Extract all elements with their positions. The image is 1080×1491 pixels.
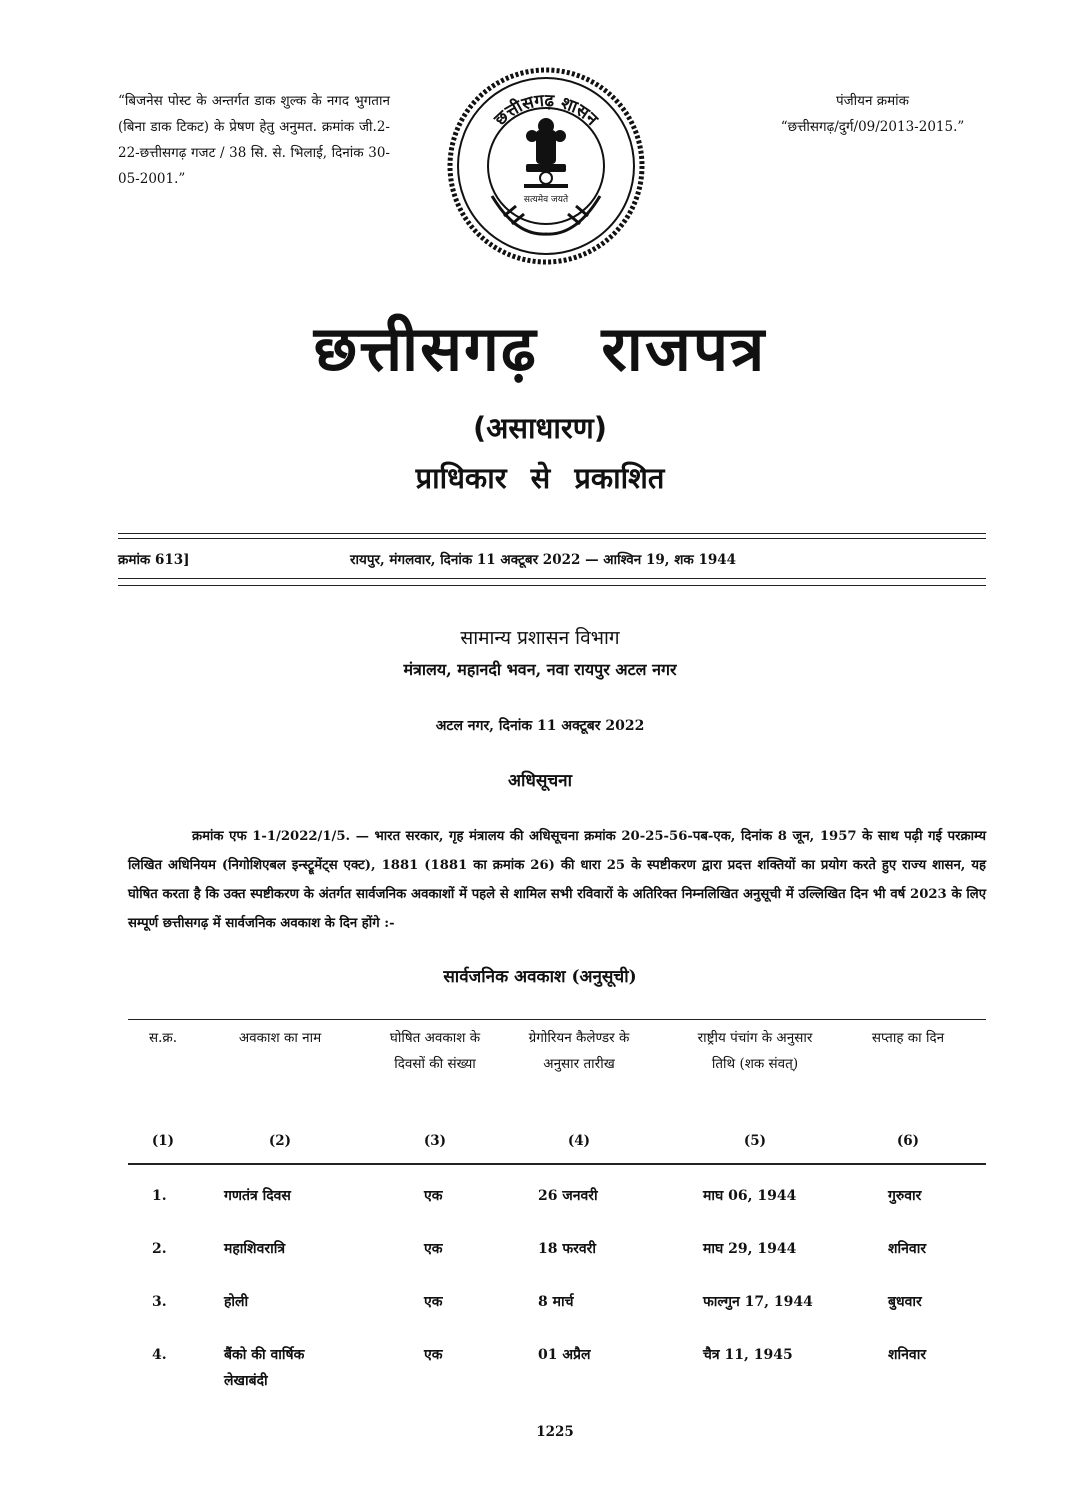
table-title: सार्वजनिक अवकाश (अनुसूची) xyxy=(443,967,637,987)
header-days-count: घोषित अवकाश के दिवसों की संख्या xyxy=(389,1030,481,1072)
row-serial: 3. xyxy=(152,1294,167,1310)
header-saka-date: राष्ट्रीय पंचांग के अनुसार तिथि (शक संवत्) xyxy=(697,1030,813,1072)
registration-number: “छत्तीसगढ़/दुर्ग/09/2013-2015.” xyxy=(780,119,965,135)
col-number: (6) xyxy=(896,1133,920,1149)
divider xyxy=(118,533,986,534)
row-gregorian-date: 18 फरवरी xyxy=(538,1241,597,1257)
row-holiday-name: होली xyxy=(224,1294,249,1310)
issue-date-line: रायपुर, मंगलवार, दिनांक 11 अक्टूबर 2022 — आश्विन 19, शक 1944 xyxy=(350,552,737,568)
row-saka-date: चैत्र 11, 1945 xyxy=(703,1347,793,1363)
department-address: मंत्रालय, महानदी भवन, नवा रायपुर अटल नगर xyxy=(403,660,677,679)
header-holiday-name: अवकाश का नाम xyxy=(238,1030,322,1046)
gazette-title: छत्तीसगढ़ राजपत्र xyxy=(313,312,767,385)
department-name: सामान्य प्रशासन विभाग xyxy=(460,627,620,649)
col-number: (2) xyxy=(268,1133,292,1149)
row-days-count: एक xyxy=(424,1241,443,1257)
row-holiday-name: गणतंत्र दिवस xyxy=(224,1188,291,1204)
row-saka-date: माघ 06, 1944 xyxy=(703,1188,797,1204)
header-weekday: सप्ताह का दिन xyxy=(871,1030,945,1046)
seal-title: छत्तीसगढ़ शासन xyxy=(490,90,602,130)
col-number: (3) xyxy=(423,1133,447,1149)
registration-block xyxy=(745,88,1000,140)
row-holiday-name: महाशिवरात्रि xyxy=(224,1241,286,1257)
issue-number: क्रमांक 613] xyxy=(118,552,190,568)
seal-motto: सत्यमेव जयते xyxy=(523,195,569,205)
table-header-rule xyxy=(128,1163,986,1165)
row-days-count: एक xyxy=(424,1294,443,1310)
row-weekday: बुधवार xyxy=(888,1294,922,1310)
header-serial: स.क्र. xyxy=(148,1030,178,1046)
row-gregorian-date: 8 मार्च xyxy=(538,1294,574,1310)
page-number: 1225 xyxy=(536,1424,574,1440)
row-serial: 1. xyxy=(152,1188,167,1204)
row-days-count: एक xyxy=(424,1347,443,1363)
notification-date: अटल नगर, दिनांक 11 अक्टूबर 2022 xyxy=(435,718,645,734)
row-weekday: शनिवार xyxy=(888,1241,927,1257)
row-holiday-name: बैंको की वार्षिक लेखाबंदी xyxy=(224,1347,305,1389)
row-weekday: गुरुवार xyxy=(888,1188,922,1204)
published-by-authority: प्राधिकार से प्रकाशित xyxy=(415,461,665,495)
row-saka-date: माघ 29, 1944 xyxy=(703,1241,797,1257)
postal-permit-note: “बिजनेस पोस्ट के अन्तर्गत डाक शुल्क के नगद भुगतान (बिना डाक टिकट) के प्रेषण हेतु अनुमत. क्रमांक जी.2-22-छत्तीसगढ़ गजट / 38 सि. से. भिलाई, दिनांक 30-05-2001.” xyxy=(118,93,390,187)
registration-label: पंजीयन क्रमांक xyxy=(835,93,910,109)
col-number: (5) xyxy=(743,1133,767,1149)
row-gregorian-date: 26 जनवरी xyxy=(538,1188,598,1204)
divider xyxy=(118,538,986,539)
header-gregorian-date: ग्रेगोरियन कैलेण्डर के अनुसार तारीख xyxy=(528,1030,630,1072)
divider xyxy=(118,578,986,579)
row-saka-date: फाल्गुन 17, 1944 xyxy=(703,1294,813,1310)
notification-body: क्रमांक एफ 1-1/2022/1/5. — भारत सरकार, गृह मंत्रालय की अधिसूचना क्रमांक 20-25-56-पब-एक, दिनांक 8 जून, 1957 के साथ पढ़ी गई परक्राम्य लिखित अधिनियम (निगोशिएबल इन्स्ट्रूमेंट्स एक्ट), 1881 (1881 का क्रमांक 26) की धारा 25 के स्पष्टीकरण द्वारा प्रदत्त शक्तियों का प्रयोग करते हुए राज्य शासन, यह घोषित करता है कि उक्त स्पष्टीकरण के अंतर्गत सार्वजनिक अवकाशों में पहले से शामिल सभी रविवारों के अतिरिक्त निम्नलिखित अनुसूची में उल्लिखित दिन भी वर्ष 2023 के लिए सम्पूर्ण छत्तीसगढ़ में सार्वजनिक अवकाश के दिन होंगे :- xyxy=(128,829,986,931)
col-number: (4) xyxy=(567,1133,591,1149)
state-emblem-seal-icon xyxy=(446,66,646,266)
row-serial: 2. xyxy=(152,1241,167,1257)
row-gregorian-date: 01 अप्रैल xyxy=(538,1347,591,1363)
gazette-subtitle: (असाधारण) xyxy=(473,411,607,445)
col-number: (1) xyxy=(151,1133,175,1149)
row-days-count: एक xyxy=(424,1188,443,1204)
row-weekday: शनिवार xyxy=(888,1347,927,1363)
table-top-rule xyxy=(128,1019,986,1020)
row-serial: 4. xyxy=(152,1347,167,1363)
divider xyxy=(118,585,986,586)
notification-heading: अधिसूचना xyxy=(508,771,572,791)
